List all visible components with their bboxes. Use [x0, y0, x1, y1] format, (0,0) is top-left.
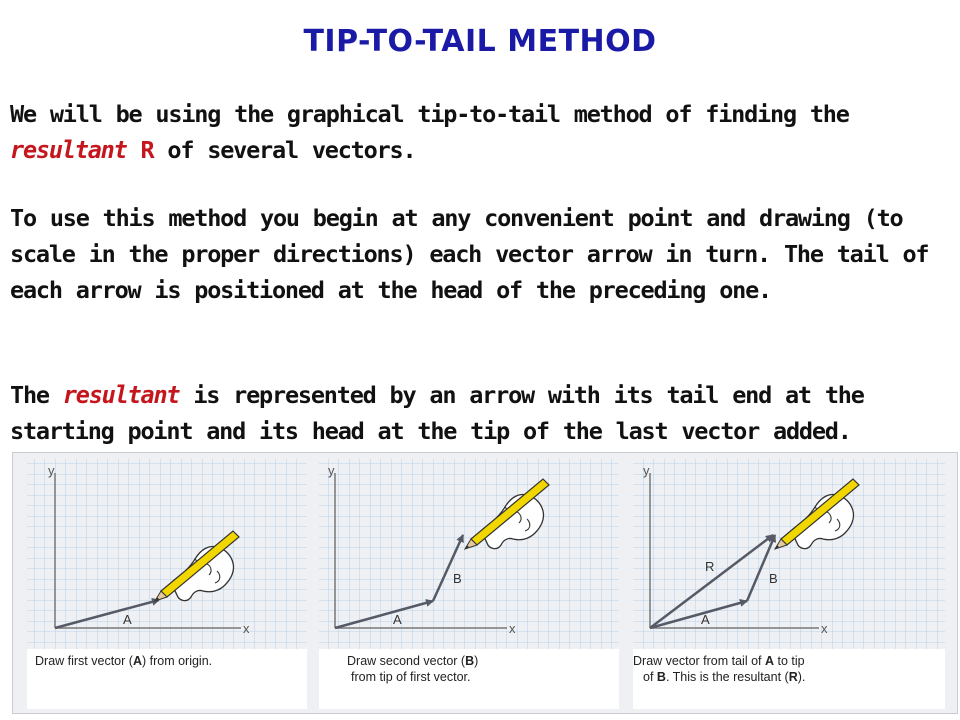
caption-2-line-1: Draw second vector (B)	[347, 654, 479, 668]
resultant-intro: The	[10, 381, 49, 409]
caption-2-line-2: from tip of first vector.	[351, 670, 471, 684]
y-axis-label-3: y	[643, 463, 650, 478]
caption-1: Draw first vector (A) from origin.	[35, 654, 213, 668]
caption-3-line-1: Draw vector from tail of A to tip	[633, 654, 805, 668]
vector-b-label-2: B	[453, 571, 462, 586]
x-axis-label-3: x	[821, 621, 828, 636]
resultant-symbol: R	[140, 136, 154, 164]
figure-panel	[12, 452, 958, 714]
caption-3-line-2: of B. This is the resultant (R).	[643, 670, 806, 684]
panel-1	[27, 459, 307, 709]
resultant-term: resultant	[10, 136, 127, 164]
resultant-description: is represented by an arrow with its tail end at the starting point and its head at the tip of the last vector added.	[10, 381, 864, 445]
vector-diagram	[13, 453, 959, 715]
vector-b-label-3: B	[769, 571, 778, 586]
intro-paragraph	[10, 96, 955, 168]
page-title: TIP-TO-TAIL METHOD	[303, 24, 657, 59]
vector-r-label-3: R	[705, 559, 715, 574]
y-axis-label-2: y	[328, 463, 335, 478]
intro-text-end: of several vectors.	[167, 136, 416, 164]
panel-2	[319, 459, 619, 709]
x-axis-label-1: x	[243, 621, 250, 636]
intro-text: We will be using the graphical tip-to-tail method of finding the	[10, 100, 849, 128]
vector-a-label-2: A	[393, 612, 402, 627]
vector-a-label-1: A	[123, 612, 132, 627]
resultant-paragraph	[10, 377, 955, 449]
x-axis-label-2: x	[509, 621, 516, 636]
resultant-term-2: resultant	[62, 381, 180, 409]
method-paragraph: To use this method you begin at any convenient point and drawing (to scale in the proper directions) each vector arrow in turn. The tail of each arrow is positioned at the head of the preceding one.	[10, 204, 929, 304]
grid-1	[27, 459, 307, 649]
vector-a-label-3: A	[701, 612, 710, 627]
y-axis-label-1: y	[48, 463, 55, 478]
panel-3	[633, 459, 945, 709]
